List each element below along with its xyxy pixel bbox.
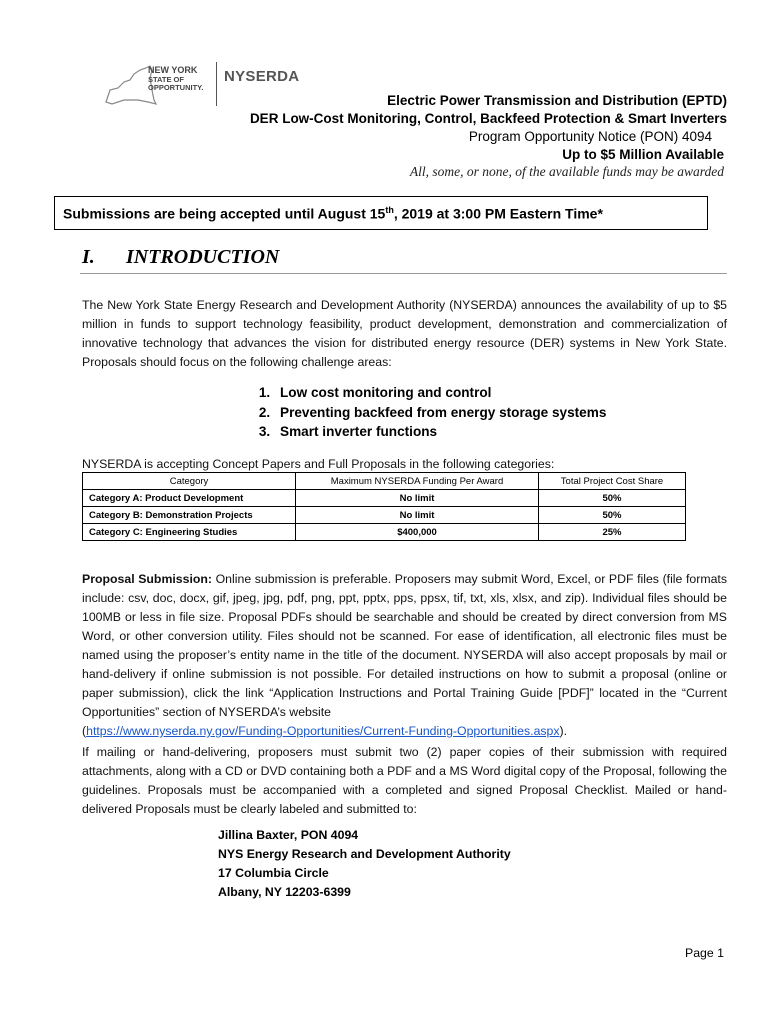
table-header-row (83, 473, 686, 490)
submission-label: Proposal Submission: (82, 572, 213, 586)
address-line: 17 Columbia Circle (218, 866, 329, 880)
page-number: Page 1 (685, 946, 724, 960)
logo-ny-line3: OPPORTUNITY. (148, 83, 204, 92)
column-header: Category (83, 473, 296, 490)
deadline-text: Submissions are being accepted until August 15th, 2019 at 3:00 PM Eastern Time* (63, 205, 603, 222)
address-line: Albany, NY 12203-6399 (218, 885, 351, 899)
logo-divider (216, 62, 217, 106)
funding-amount: Up to $5 Million Available (562, 147, 724, 162)
list-item: 1. Low cost monitoring and control (274, 383, 606, 403)
document-title: DER Low-Cost Monitoring, Control, Backfeed Protection & Smart Inverters (249, 111, 727, 126)
challenge-areas-list (258, 383, 606, 442)
section-heading (82, 246, 279, 269)
mailing-address (218, 826, 511, 902)
heading-rule (80, 273, 727, 274)
column-header: Maximum NYSERDA Funding Per Award (296, 473, 539, 490)
logo-ny-line2: STATE OF (148, 75, 184, 84)
logo-nyserda-text: NYSERDA (224, 68, 300, 85)
section-number: I. (82, 246, 95, 268)
intro-paragraph: The New York State Energy Research and Development Authority (NYSERDA) announces the availability of up to $5 million in funds to support technology feasibility, product development, demonstration and commercialization of innovative technology that advances the vision for distributed energy resource (DER) systems in New York State. Proposals should focus on the following challenge areas: (82, 298, 727, 369)
table-cell: No limit (296, 490, 539, 507)
table-intro: NYSERDA is accepting Concept Papers and Full Proposals in the following categories: (82, 457, 555, 471)
mailing-paragraph: If mailing or hand-delivering, proposers must submit two (2) paper copies of their submission with required attachments, along with a CD or DVD containing both a PDF and a MS Word digital copy of the Proposal, following the guidelines. Proposals must be accompanied with a completed and signed Proposal Checklist. Mailed or hand-delivered Proposals must be clearly labeled and submitted to: (82, 745, 727, 816)
list-item: 2. Preventing backfeed from energy storage systems (274, 403, 606, 423)
address-line: NYS Energy Research and Development Authority (218, 847, 511, 861)
funding-note: All, some, or none, of the available funds may be awarded (409, 164, 724, 179)
table-row (83, 507, 686, 524)
address-line: Jillina Baxter, PON 4094 (218, 828, 359, 842)
current-opportunities-link[interactable]: https://www.nyserda.ny.gov/Funding-Opportunities/Current-Funding-Opportunities.aspx (86, 724, 560, 738)
table-cell: No limit (296, 507, 539, 524)
table-cell: $400,000 (296, 524, 539, 541)
table-cell: Category C: Engineering Studies (83, 524, 296, 541)
submission-deadline-box (54, 196, 708, 230)
table-cell: 50% (539, 507, 686, 524)
section-title: INTRODUCTION (126, 246, 280, 268)
proposal-submission-paragraph: Proposal Submission: Online submission is preferable. Proposers may submit Word, Excel, or PDF files (file formats include: csv, doc, docx, gif, jpeg, jpg, pdf, png, ppt, pptx, pps, ppsx, tif, txt, xls, xlsx, and zip). Individual files should be 100MB or less in file size. Proposal PDFs should be searchable and should be created by direct conversion from MS Word, or other conversion utility. Files should not be scanned. For ease of identification, all electronic files must be named using the proposer’s entity name in the title of the document. NYSERDA will also accept proposals by mail or hand-delivery if online submission is not possible. For detailed instructions on how to submit a proposal (online or paper submission), click the link “Application Instructions and Portal Training Guide [PDF]” located in the “Current Opportunities” section of NYSERDA’s website (https://www.nyserda.ny.gov/Funding-Opportunities/Current-Funding-Opportunities.aspx). (82, 572, 727, 738)
logo-ny-line1: NEW YORK (148, 65, 198, 75)
table-cell: Category B: Demonstration Projects (83, 507, 296, 524)
table-cell: 50% (539, 490, 686, 507)
program-name: Electric Power Transmission and Distribution (EPTD) (387, 93, 727, 108)
pon-number: Program Opportunity Notice (PON) 4094 (468, 129, 712, 144)
table-row (83, 524, 686, 541)
categories-table (82, 472, 686, 541)
column-header: Total Project Cost Share (539, 473, 686, 490)
table-cell: 25% (539, 524, 686, 541)
list-item: 3. Smart inverter functions (274, 422, 606, 442)
table-cell: Category A: Product Development (83, 490, 296, 507)
table-row (83, 490, 686, 507)
